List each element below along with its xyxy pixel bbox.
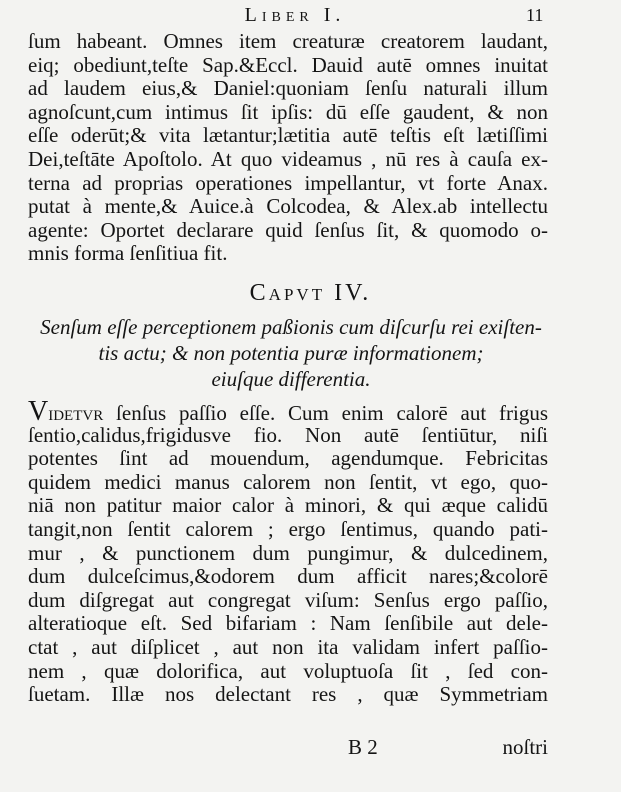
text-line: dum dulceſcimus,&odorem dum afficit nares;&colorē <box>28 564 548 589</box>
text-line: dum diſgregat aut congregat viſum: Senſus ergo paſſio, <box>28 587 548 612</box>
text-line: ſuetam. Illæ nos delectant res , quæ Symmetriam <box>28 682 548 707</box>
page-number: 11 <box>526 5 544 25</box>
catchword: noſtri <box>502 735 548 759</box>
top-paragraph <box>28 30 548 266</box>
text-line: quidem medici manus calorem non ſentit, vt ego, quo- <box>28 469 548 494</box>
text-line: terna ad proprias operationes impellantur, vt forte Anax. <box>28 170 548 195</box>
signature-mark: B 2 <box>348 735 378 759</box>
text-line: Dei,teſtāte Apoſtolo. At quo videamus , nū res à cauſa ex- <box>28 146 548 171</box>
text-line: ctat , aut diſplicet , aut non ita validam infert paſſio- <box>28 634 548 659</box>
page-footer <box>28 735 548 759</box>
text-line: eiq; obediunt,teſte Sap.&Eccl. Dauid autē omnes inuitat <box>28 52 548 77</box>
text-line: ſentio,calidus,frigidusve fio. Non autē ſentiūtur, niſi <box>28 422 548 447</box>
text-line: eſſe oderūt;& vita lætantur;lætitia autē teſtis eſt lætiſſimi <box>28 123 548 148</box>
text-line: niā non patitur maior calor à minori, & qui æque calidū <box>28 493 548 518</box>
running-head: Liber I. <box>244 4 346 26</box>
text-line: alteratioque eſt. Sed bifariam : Nam ſenſibile aut dele- <box>28 611 548 636</box>
text-line: nem , quæ dolorifica, aut voluptuoſa ſit , ſed con- <box>28 658 548 683</box>
text-line: mur , & punctionem dum pungimur, & dulcedinem, <box>28 540 548 565</box>
first-line-rest: ſenſus paſſio eſſe. Cum enim calorē aut frigus <box>103 401 548 425</box>
smallcaps-word: idetvr <box>48 401 104 425</box>
drop-capital: V <box>28 396 49 427</box>
chapter-heading: Capvt IV. <box>249 280 372 306</box>
summary-line: tis actu; & non potentia puræ informationem; <box>98 341 484 365</box>
text-line: agente: Oportet declarare quid ſenſus ſit, & quomodo o- <box>28 217 548 242</box>
first-body-line <box>28 396 548 427</box>
text-line: mnis forma ſenſitiua fit. <box>28 241 228 266</box>
text-line: agnoſcunt,cum intimus ſit ipſis: dū eſſe gaudent, & non <box>28 99 548 124</box>
body-paragraph <box>28 396 548 707</box>
text-line: putat à mente,& Auice.à Colcodea, & Alex.ab intellectu <box>28 194 548 219</box>
chapter-summary <box>28 314 554 392</box>
text-line: ad laudem eius,& Daniel:quoniam ſenſu naturali illum <box>28 76 548 101</box>
text-line: ſum habeant. Omnes item creaturæ creatorem laudant, <box>28 29 548 53</box>
summary-line: Senſum eſſe perceptionem paßionis cum diſcurſu rei exiſten- <box>40 315 542 339</box>
text-line: tangit,non ſentit calorem ; ergo ſentimus, quando pati- <box>28 516 548 541</box>
summary-line: eiuſque differentia. <box>211 367 371 391</box>
text-line: potentes ſint ad mouendum, agendumque. Febricitas <box>28 446 548 471</box>
